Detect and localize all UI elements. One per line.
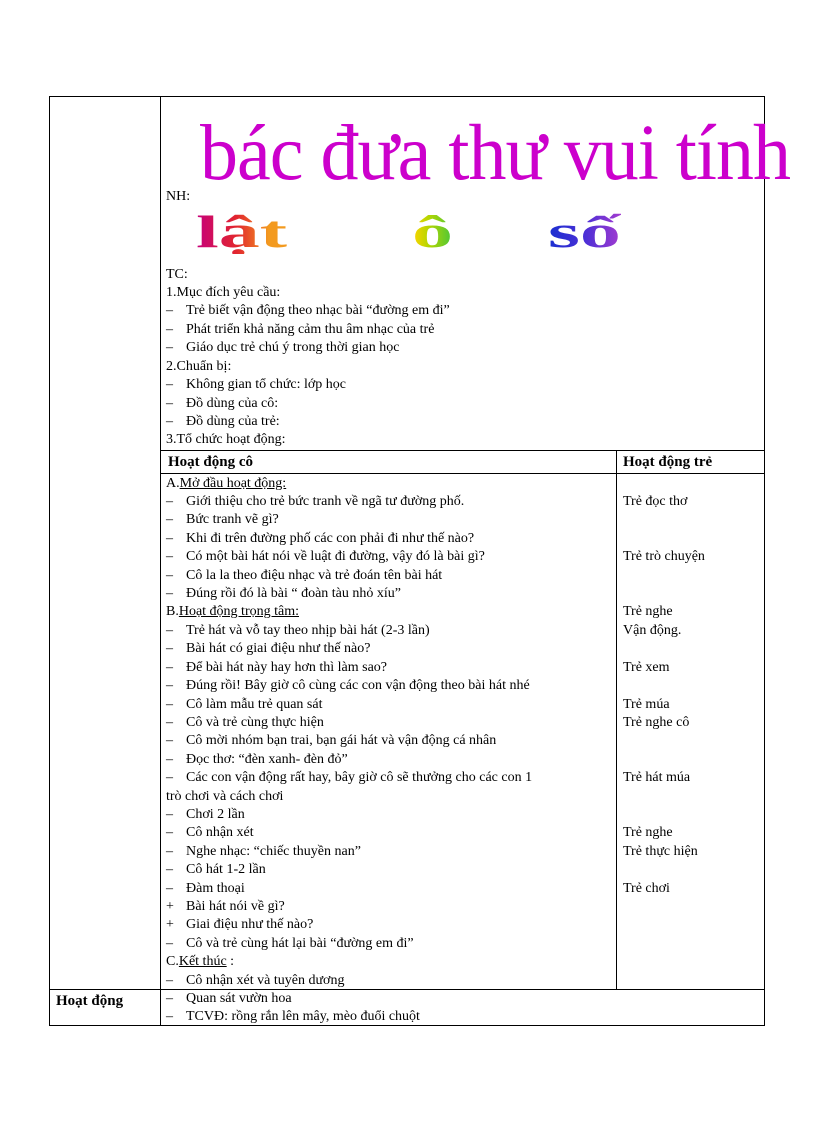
child-item: Trẻ trò chuyện [623,549,705,564]
teacher-item: – Đọc thơ: “đèn xanh- đèn đỏ” [166,752,348,767]
intro-line-9: 3.Tổ chức hoạt động: [166,432,286,447]
teacher-item: – Nghe nhạc: “chiếc thuyền nan” [166,844,361,859]
teacher-item: – Các con vận động rất hay, bây giờ cô sẽ thưởng cho các con 1 [166,770,533,785]
row-divider-footer [49,989,765,990]
tc-wordart-word-1: lật [196,206,288,257]
footer-item: – TCVĐ: rồng rắn lên mây, mèo đuổi chuột [166,1009,420,1024]
intro-line-6: – Không gian tổ chức: lớp học [166,377,347,392]
teacher-item: – Cô và trẻ cùng hát lại bài “đường em đi” [166,936,414,951]
teacher-item: – Cô hát 1-2 lần [166,862,266,877]
teacher-subitem: + Bài hát nói về gì? [166,899,285,914]
teacher-item: – Cô nhận xét [166,825,254,840]
column-header-teacher: Hoạt động cô [168,454,254,470]
nh-wordart-title: bác đưa thư vui tính [200,108,791,197]
child-item: Trẻ nghe cô [623,715,690,730]
teacher-item: – Trẻ hát và vỗ tay theo nhịp bài hát (2-3 lần) [166,623,430,638]
child-item: Vận động. [623,623,682,638]
child-item: Trẻ chơi [623,881,670,896]
intro-line-8: – Đồ dùng của trẻ: [166,414,280,429]
footer-row-label: Hoạt động [56,993,124,1009]
nh-label: NH: [166,189,191,204]
tc-wordart-word-3: số [548,206,621,257]
section-b-heading: B.Hoạt động trọng tâm: [166,604,299,619]
teacher-item: – Khi đi trên đường phố các con phải đi như thế nào? [166,531,475,546]
teacher-item: – Đúng rồi đó là bài “ đoàn tàu nhỏ xíu” [166,586,402,601]
teacher-item: – Bức tranh vẽ gì? [166,512,279,527]
child-item: Trẻ hát múa [623,770,691,785]
column-divider-left [160,96,161,1026]
teacher-item: – Cô làm mẫu trẻ quan sát [166,697,323,712]
intro-line-4: – Giáo dục trẻ chú ý trong thời gian học [166,340,400,355]
child-item: Trẻ múa [623,697,670,712]
teacher-item: – Cô mời nhóm bạn trai, bạn gái hát và vận động cá nhân [166,733,497,748]
intro-line-7: – Đồ dùng của cô: [166,396,279,411]
teacher-item: – Để bài hát này hay hơn thì làm sao? [166,660,388,675]
column-divider-right [616,450,617,990]
child-item: Trẻ thực hiện [623,844,698,859]
teacher-item: – Đúng rồi! Bây giờ cô cùng các con vận động theo bài hát nhé [166,678,530,693]
child-item: Trẻ nghe [623,825,673,840]
row-divider-header-bottom [160,473,765,474]
tc-wordart-word-2: ô [412,206,453,257]
column-header-child: Hoạt động trẻ [623,454,713,470]
teacher-item: – Cô và trẻ cùng thực hiện [166,715,324,730]
teacher-item: – Đàm thoại [166,881,245,896]
child-item: Trẻ nghe [623,604,673,619]
intro-line-1: 1.Mục đích yêu cầu: [166,285,281,300]
row-divider-header-top [160,450,765,451]
teacher-item: – Cô la la theo điệu nhạc và trẻ đoán tên bài hát [166,568,443,583]
section-a-heading: A.Mở đầu hoạt động: [166,476,287,491]
child-item: Trẻ đọc thơ [623,494,688,509]
child-item: Trẻ xem [623,660,670,675]
intro-line-3: – Phát triển khả năng cảm thu âm nhạc của trẻ [166,322,435,337]
teacher-item-continuation: trò chơi và cách chơi [166,789,284,804]
teacher-item: – Giới thiệu cho trẻ bức tranh về ngã tư đường phố. [166,494,465,509]
teacher-subitem: + Giai điệu như thế nào? [166,917,314,932]
section-c-heading: C.Kết thúc : [166,954,235,969]
teacher-item: – Có một bài hát nói về luật đi đường, vậy đó là bài gì? [166,549,485,564]
tc-label: TC: [166,267,188,282]
intro-line-5: 2.Chuẩn bị: [166,359,232,374]
teacher-item: – Bài hát có giai điệu như thế nào? [166,641,371,656]
footer-item: – Quan sát vườn hoa [166,991,292,1006]
teacher-item: – Cô nhận xét và tuyên dương [166,973,345,988]
teacher-item: – Chơi 2 lần [166,807,245,822]
intro-line-2: – Trẻ biết vận động theo nhạc bài “đường em đi” [166,303,450,318]
